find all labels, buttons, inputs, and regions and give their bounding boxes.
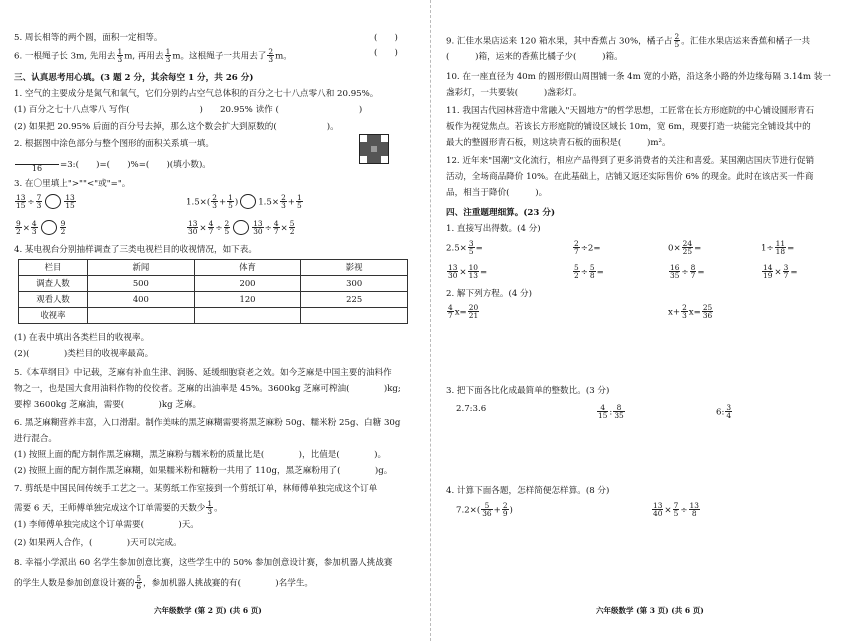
q8-fraction: $\frac{5}{6}$ — [136, 574, 142, 592]
rating-input-cell[interactable] — [301, 308, 408, 324]
p3-title: 3. 把下面各比化成最简单的整数比。(3 分) — [446, 386, 610, 396]
compare-circle-2[interactable] — [240, 194, 256, 209]
q6-text-c: m。这根绳子一共用去了 — [172, 51, 267, 62]
q7-line-2: 需要 6 天，王师傅单独完成这个订单需要的天数少 $\frac{1}{3}$ 。 — [14, 499, 223, 517]
q6b-line-3: (1) 按照上面的配方制作黑芝麻糊，黑芝麻粉与糯米粉的质量比是( )，比值是( )。 — [14, 450, 387, 460]
calc-item[interactable]: 1÷ $\frac{11}{18}$ = — [761, 239, 795, 257]
calc-item[interactable]: $\frac{2}{7}$ ÷2= — [574, 239, 601, 257]
compare-circle-1[interactable] — [45, 194, 61, 209]
q6b-line-4: (2) 按照上面的配方制作黑芝麻糊，如果糯米粉和糖粉一共用了 110g，黑芝麻粉用了( )g。 — [14, 466, 393, 476]
compare-circle-4[interactable] — [233, 220, 249, 235]
calc-item[interactable]: $\frac{13}{30}$ × $\frac{10}{13}$ = — [448, 263, 488, 281]
q9-line-2: ( )箱，运来的香蕉比橘子少( )箱。 — [446, 52, 623, 62]
page-divider — [430, 0, 431, 641]
table-header-cell: 栏目 — [19, 260, 88, 276]
calc-item[interactable]: 0× $\frac{24}{25}$ = — [668, 239, 702, 257]
compare-circle-3[interactable] — [41, 220, 57, 235]
equation-2[interactable]: x+ $\frac{2}{3}$ x= $\frac{25}{36}$ — [668, 303, 713, 321]
q5b-line-3: 要榨 3600kg 芝麻油，需要( )kg 芝麻。 — [14, 400, 202, 410]
table-row — [19, 276, 408, 292]
rating-input-cell[interactable] — [194, 308, 301, 324]
q9-line-1: 9. 汇佳水果店运来 120 箱水果，其中香蕉占 30%，橘子占 $\frac{2}{5}$ 。汇佳水果店运来香蕉和橘子一共 — [446, 32, 811, 50]
table-cell: 观看人数 — [19, 292, 88, 308]
calc-item[interactable]: $\frac{14}{19}$ × $\frac{3}{7}$ = — [763, 263, 798, 281]
simplify-item[interactable]: 7.2×( $\frac{5}{36}$ + $\frac{2}{9}$ ) — [456, 501, 513, 519]
q12-line-1: 12. 近年来"国潮"文化流行，相应产品得到了更多消费者的关注和喜爱。某国潮店国庆节进行促销 — [446, 156, 815, 166]
ratio-item[interactable]: 6: $\frac{3}{4}$ — [716, 403, 732, 421]
q5b-line-1: 5.《本草纲目》中记载，芝麻有补血生津、润肠、延缓细胞衰老之效。如今芝麻是中国主要的油料作 — [14, 368, 392, 378]
q6-text-d: m。 — [275, 51, 292, 62]
q12-line-3: 品，相当于降价( )。 — [446, 188, 548, 198]
p1-title: 1. 直接写出得数。(4 分) — [446, 224, 541, 234]
q1-part2: (2) 如果把 20.95% 后面的百分号去掉，那么这个数会扩大到原数的( )。 — [14, 122, 339, 132]
q10-line-1: 10. 在一座直径为 40m 的圆形假山周围铺一条 4m 宽的小路，沿这条小路的外边缘每隔 3.14m 装一 — [446, 72, 831, 82]
q12-line-2: 活动，全场商品降价 10%。在此基础上，店铺又返还实际售价 6% 的现金。此时在该店买一件商 — [446, 172, 814, 182]
q5-line — [14, 33, 416, 44]
table-header-cell: 影视 — [301, 260, 408, 276]
q6-frac-3: $\frac{2}{3}$ — [268, 47, 274, 65]
q11-line-2: 板作为视觉焦点。若该长方形庭院的铺设区域长 10m，宽 6m，现要打造一块能完全铺设其中的 — [446, 122, 811, 132]
simplify-item[interactable]: $\frac{13}{40}$ × $\frac{7}{5}$ ÷ $\frac{13}{8}$ — [653, 501, 699, 519]
q6-text-a: 6. 一根绳子长 3m, 先用去 — [14, 51, 116, 62]
tv-ratings-table — [18, 259, 408, 324]
q4-part2: (2)( )类栏目的收视率最高。 — [14, 349, 154, 359]
table-header-cell: 体育 — [194, 260, 301, 276]
q6-text-b: m, 再用去 — [124, 51, 164, 62]
q2-answer-text: =3:( )=( )%=( )(填小数)。 — [60, 160, 211, 170]
table-cell: 500 — [88, 276, 195, 292]
q6b-line-1: 6. 黑芝麻糊营养丰富，入口滑甜。制作美味的黑芝麻糊需要将黑芝麻粉 50g、糯米粉 25g、白糖 30g — [14, 418, 401, 428]
table-row — [19, 308, 408, 324]
q9-fraction: $\frac{2}{5}$ — [674, 32, 680, 50]
table-row — [19, 292, 408, 308]
q6-line — [14, 48, 416, 64]
table-cell: 120 — [194, 292, 301, 308]
q5b-line-2: 物之一，也是国大食用油料作物的佼佼者。芝麻的出油率是 45%。3600kg 芝麻可榨油( )kg; — [14, 384, 401, 394]
table-cell: 调查人数 — [19, 276, 88, 292]
p3-ratios — [446, 404, 856, 422]
q5-answer-paren[interactable]: ( ) — [374, 33, 398, 43]
table-cell: 300 — [301, 276, 408, 292]
table-cell: 200 — [194, 276, 301, 292]
table-cell: 收视率 — [19, 308, 88, 324]
table-header-row — [19, 260, 408, 276]
ratio-item[interactable]: $\frac{4}{15}$ : $\frac{8}{35}$ — [598, 403, 624, 421]
p2-equations — [446, 304, 856, 322]
calc-item[interactable]: $\frac{5}{2}$ ÷ $\frac{5}{8}$ = — [574, 263, 604, 281]
q7-part2: (2) 如果两人合作，( )天可以完成。 — [14, 538, 182, 548]
p1-row-1 — [446, 240, 856, 258]
ratio-item[interactable]: 2.7:3.6 — [456, 404, 487, 414]
q7-fraction: $\frac{1}{3}$ — [207, 499, 213, 517]
q4-stem: 4. 某电视台分别抽样调查了三类电视栏目的收视情况，如下表。 — [14, 245, 257, 255]
section-3-title: 三、认真思考用心填。(3 题 2 分，其余每空 1 分，共 26 分) — [14, 73, 254, 83]
q6-answer-paren[interactable]: ( ) — [374, 48, 398, 58]
q3-row-1: $\frac{13}{15}$ ÷ $\frac{7}{3}$ $\frac{13}{15}$ 1.5×( $\frac{2}{3}$ + $\frac{1}{5}$ ) 1.5× $\frac{2}{3}$ + $\frac{1}{5}$ — [16, 193, 302, 211]
section-4-title: 四、注重题理细算。(23 分) — [446, 208, 556, 218]
q7-line-1: 7. 剪纸是中国民间传统手工艺之一。某剪纸工作室接到一个剪纸订单，林师傅单独完成这个订单 — [14, 484, 378, 494]
p2-title: 2. 解下列方程。(4 分) — [446, 289, 532, 299]
equation-1[interactable]: $\frac{4}{7}$ x= $\frac{20}{21}$ — [448, 303, 479, 321]
q1-part1: (1) 百分之七十八点零八 写作( ) 20.95% 读作 ( ) — [14, 105, 363, 115]
q3-stem: 3. 在〇里填上">""<"或"="。 — [14, 179, 131, 189]
q11-line-1: 11. 我国古代园林营造中常融入"天圆地方"的哲学思想，工匠常在长方形庭院的中心铺设圆形青石 — [446, 106, 815, 116]
calc-item[interactable]: 2.5× $\frac{3}{5}$ = — [446, 239, 483, 257]
p1-row-2 — [446, 264, 856, 282]
q1-stem: 1. 空气的主要成分是氮气和氧气，它们分别约占空气总体积的百分之七十八点零八和 20.95%。 — [14, 89, 379, 99]
left-page — [14, 6, 416, 641]
q8-line-1: 8. 幸福小学派出 60 名学生参加创意比赛，这些学生中的 50% 参加创意设计赛，参加机器人挑战赛 — [14, 558, 393, 568]
q2-fraction: 16 — [15, 156, 59, 173]
q2-shaded-figure — [359, 134, 389, 164]
left-page-footer: 六年级数学 (第 2 页) (共 6 页) — [154, 606, 262, 615]
q6-frac-1: $\frac{1}{3}$ — [117, 47, 123, 65]
p4-expressions — [446, 502, 856, 520]
right-page-footer: 六年级数学 (第 3 页) (共 6 页) — [596, 606, 704, 615]
q4-part1: (1) 在表中填出各类栏目的收视率。 — [14, 333, 150, 343]
table-cell: 225 — [301, 292, 408, 308]
table-cell: 400 — [88, 292, 195, 308]
q2-stem: 2. 根据图中涂色部分与整个图形的面积关系填一填。 — [14, 139, 214, 149]
q6b-line-2: 进行混合。 — [14, 434, 57, 444]
rating-input-cell[interactable] — [88, 308, 195, 324]
q3-row-2: $\frac{9}{2}$ × $\frac{4}{3}$ $\frac{9}{2}$ $\frac{13}{30}$ × $\frac{4}{7}$ ÷ $\frac{2}{5}$ $\frac{13}{30}$ ÷ $\frac{4}{7}$ × $\frac{5}{2}$ — [16, 219, 295, 237]
table-header-cell: 新闻 — [88, 260, 195, 276]
q7-part1: (1) 李师傅单独完成这个订单需要( )天。 — [14, 520, 199, 530]
q2-answer-line — [14, 156, 416, 173]
q11-line-3: 最大的整圆形青石板，则这块青石板的面积是( )m²。 — [446, 138, 671, 148]
q10-line-2: 盏彩灯，一共要装( )盏彩灯。 — [446, 88, 582, 98]
right-page — [446, 6, 856, 641]
q6-frac-2: $\frac{1}{3}$ — [165, 47, 171, 65]
q8-line-2: 的学生人数是参加创意设计赛的 $\frac{5}{6}$ ，参加机器人挑战赛的有( )名学生。 — [14, 574, 314, 592]
q5-text: 5. 周长相等的两个圆，面积一定相等。 — [14, 33, 163, 43]
p4-title: 4. 计算下面各题，怎样简便怎样算。(8 分) — [446, 486, 610, 496]
calc-item[interactable]: $\frac{16}{35}$ ÷ $\frac{8}{7}$ = — [670, 263, 705, 281]
